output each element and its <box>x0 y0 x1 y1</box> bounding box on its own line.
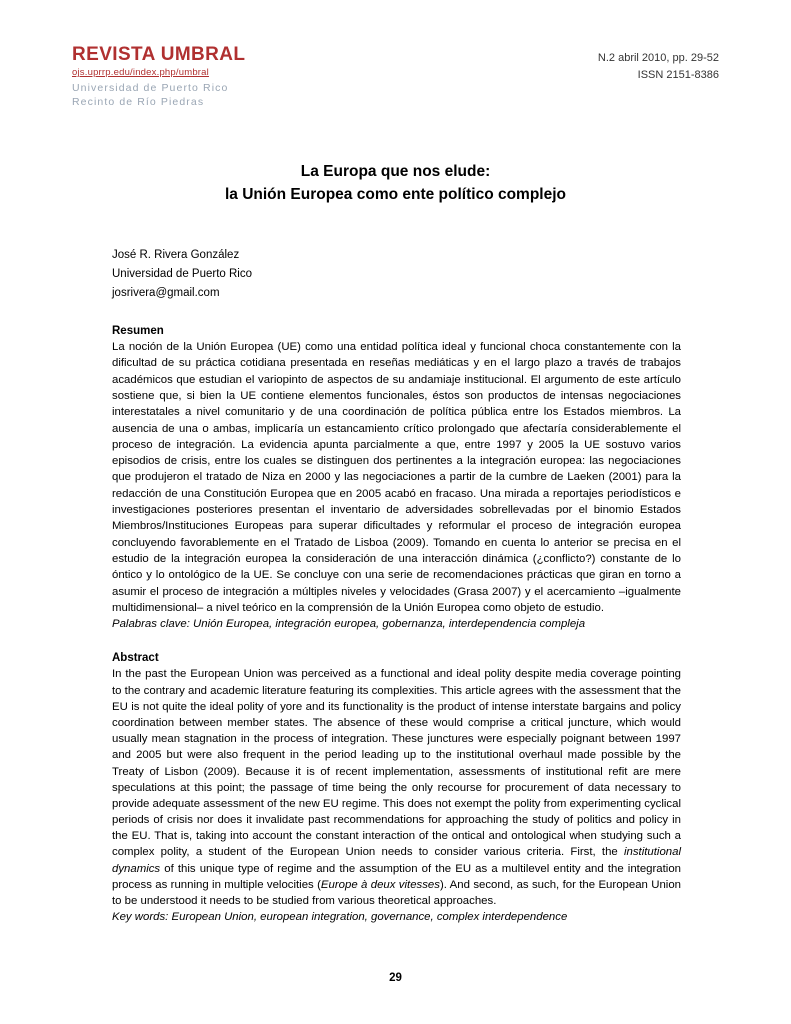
article-title-line-2: la Unión Europea como ente político complejo <box>224 185 567 203</box>
page-title <box>100 161 691 206</box>
abstract-heading: Abstract <box>112 652 159 665</box>
abstract-keywords: Key words: European Union, european integration, governance, complex interdependence <box>112 911 568 924</box>
resumen-section <box>72 325 719 632</box>
abstract-section <box>72 652 719 925</box>
journal-affiliation-line-2: Recinto de Río Piedras <box>72 96 205 109</box>
journal-identity <box>72 44 245 109</box>
author-block <box>112 246 719 303</box>
resumen-keywords: Palabras clave: Unión Europea, integración europea, gobernanza, interdependencia compleja <box>112 618 586 631</box>
issue-info-block <box>598 44 719 83</box>
abstract-text-part-1: In the past the European Union was perceived as a functional and ideal polity despite media coverage pointing to the contrary and academic literature featuring its complexities. This article agrees with the assessment that the EU is not quite the ideal polity of yore and its functionality is the product of intense interstate bargains and policy coordination between member states. The absence of these would comprise a critical juncture, which would usually mean stagnation in the process of integration. These junctures were especially poignant between 1997 and 2005 but were also frequent in the period leading up to the institutional overhaul made possible by the Treaty of Lisbon (2009). Because it is of recent implementation, assessments of institutional refit are mere speculations at this point; the passage of time being the only recourse for procurement of data necessary to provide adequate assessment of the new EU regime. This does not exempt the polity from experimenting cyclical periods of crisis nor does it invalidate past recommendations for approaching the study of politics and policy in the EU. That is, taking into account the constant interaction of the ontical and ontological when studying such a complex polity, a student of the European Union needs to consider various criteria. First, the <box>112 668 681 859</box>
journal-title: REVISTA UMBRAL <box>72 44 246 65</box>
journal-url-link[interactable]: ojs.uprrp.edu/index.php/umbral <box>72 67 209 79</box>
abstract-italic-phrase-2: Europe à deux vitesses <box>320 878 440 891</box>
resumen-heading: Resumen <box>112 325 164 338</box>
author-affiliation: Universidad de Puerto Rico <box>112 268 252 281</box>
abstract-text-part-2: of this unique type of regime and the assumption of the EU as a multilevel entity and the integration process as running in multiple velocities ( <box>112 862 681 891</box>
issn: ISSN 2151-8386 <box>637 68 719 81</box>
page-number: 29 <box>389 972 402 984</box>
resumen-text: La noción de la Unión Europea (UE) como una entidad política ideal y funcional choca constantemente con la dificultad de su práctica cotidiana presentada en reseñas mediáticas y en el largo plazo a través de trabajos académicos que estudian el variopinto de aspectos de su andamiaje institucional. El argumento de este artículo sostiene que, si bien la UE contiene elementos funcionales, éstos son productos de intensas negociaciones interestatales a nivel comunitario y de una coordinación de política pública entre los Estados miembros. La ausencia de una o ambas, implicaría un estancamiento crítico prolongado que afectaría considerablemente el proceso de integración. La evidencia apunta parcialmente a que, entre 1997 y 2005 la UE sostuvo varios episodios de crisis, entre los cuales se distinguen dos pertinentes a la integración europea: las negociaciones que produjeron el tratado de Niza en 2000 y las negociaciones a partir de la cumbre de Laeken (2001) para la redacción de una Constitución Europea que en 2005 acabó en fracaso. Una mirada a reportajes periodísticos e investigaciones posteriores presentan el inventario de adversidades sobrellevadas por el binomio Estados Miembros/Instituciones Europeas para superar dificultades y reformular el proceso de integración europea concluyendo favorablemente en el Tratado de Lisboa (2009). Tomando en cuenta lo anterior se precisa en el estudio de la integración europea la consideración de una interacción dinámica (¿conflicto?) constante de lo óntico y lo ontológico de la UE. Se concluye con una serie de recomendaciones prácticas que giran en torno a asumir el proceso de integración a múltiples niveles y velocidades (Grasa 2007) y el acercamiento –igualmente multidimensional– a nivel teórico en la comprensión de la Unión Europea como objeto de estudio. <box>112 341 681 614</box>
journal-affiliation-line-1: Universidad de Puerto Rico <box>72 81 229 94</box>
abstract-text-part-3: ). And second, as such, for the European Union to be understood it needs to be studied from various theoretical approaches. <box>112 878 681 908</box>
author-email[interactable]: josrivera@gmail.com <box>112 287 220 300</box>
article-title-line-1: La Europa que nos elude: <box>300 163 491 181</box>
masthead <box>72 44 719 109</box>
journal-affiliation <box>72 81 245 109</box>
abstract-text <box>112 666 681 909</box>
issue-info: N.2 abril 2010, pp. 29-52 <box>597 52 719 64</box>
author-name: José R. Rivera González <box>112 249 240 262</box>
abstract-italic-phrase-1: institutional dynamics <box>112 846 681 875</box>
